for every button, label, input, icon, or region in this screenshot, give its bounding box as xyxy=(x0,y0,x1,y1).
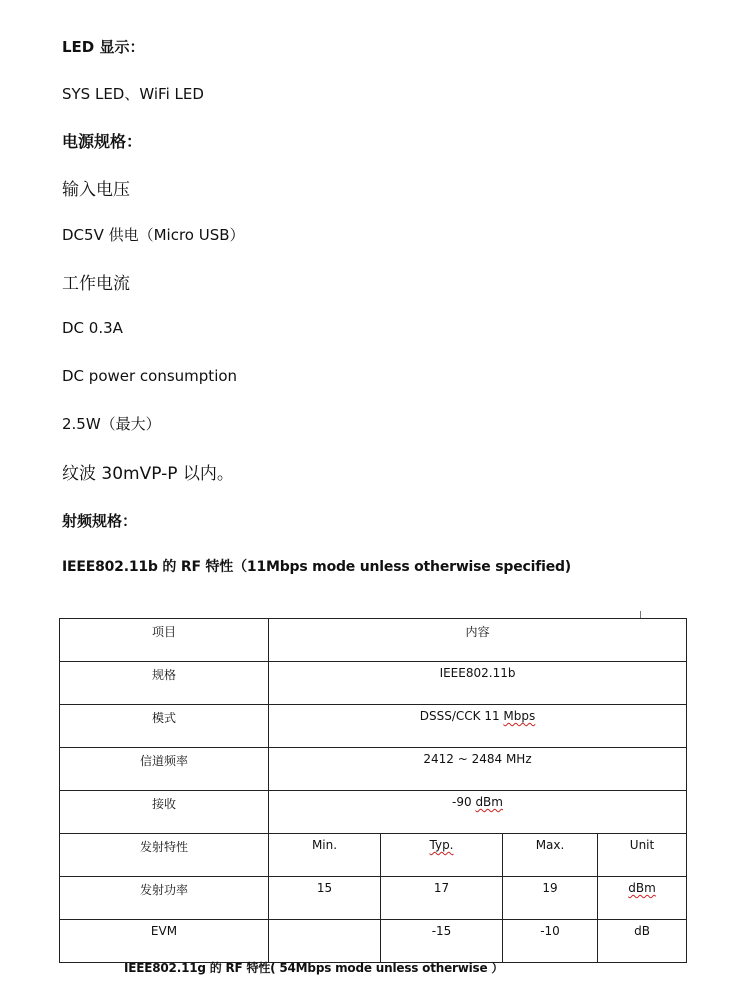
power-consumption-label: DC power consumption xyxy=(62,367,238,385)
led-heading: LED 显示： xyxy=(62,38,145,56)
table-row xyxy=(60,791,687,834)
tx-power-max: 19 xyxy=(503,877,598,920)
rx-value-text: -90 xyxy=(452,795,476,809)
col-min: Min. xyxy=(269,834,381,877)
current-value: DC 0.3A xyxy=(62,319,123,337)
table-header-item: 项目 xyxy=(60,619,269,662)
led-value: SYS LED、WiFi LED xyxy=(62,85,204,103)
tx-power-typ: 17 xyxy=(381,877,503,920)
input-voltage-label: 输入电压 xyxy=(62,180,130,200)
ripple-text: 纹波 30mVP-P 以内。 xyxy=(62,464,234,484)
tx-power-min: 15 xyxy=(269,877,381,920)
table-header-content: 内容 xyxy=(269,619,687,662)
tx-power-unit-text: dBm xyxy=(628,881,656,895)
table-row xyxy=(60,662,687,705)
rx-label: 接收 xyxy=(60,791,269,834)
spec-value: IEEE802.11b xyxy=(269,662,687,705)
evm-typ: -15 xyxy=(381,920,503,963)
spec-label: 规格 xyxy=(60,662,269,705)
evm-max: -10 xyxy=(503,920,598,963)
power-consumption-value: 2.5W（最大） xyxy=(62,415,161,433)
evm-unit: dB xyxy=(598,920,687,963)
input-voltage-value: DC5V 供电（Micro USB） xyxy=(62,226,245,244)
evm-min xyxy=(269,920,381,963)
b-spec-title: IEEE802.11b 的 RF 特性（11Mbps mode unless otherwise specified) xyxy=(62,559,572,575)
tx-power-unit xyxy=(598,877,687,920)
rf-heading: 射频规格： xyxy=(62,512,138,530)
channel-value: 2412 ~ 2484 MHz xyxy=(269,748,687,791)
col-typ xyxy=(381,834,503,877)
mode-value-unit: Mbps xyxy=(503,709,536,723)
channel-label: 信道频率 xyxy=(60,748,269,791)
rf-spec-table xyxy=(59,618,687,963)
rx-value-unit: dBm xyxy=(475,795,503,809)
power-heading: 电源规格： xyxy=(62,132,143,151)
current-label: 工作电流 xyxy=(62,274,130,294)
tx-power-label: 发射功率 xyxy=(60,877,269,920)
evm-label: EVM xyxy=(60,920,269,963)
tx-char-label: 发射特性 xyxy=(60,834,269,877)
col-typ-text: Typ. xyxy=(429,838,454,852)
mode-label: 模式 xyxy=(60,705,269,748)
col-unit: Unit xyxy=(598,834,687,877)
table-row xyxy=(60,920,687,963)
table-row xyxy=(60,619,687,662)
rx-value xyxy=(269,791,687,834)
table-row xyxy=(60,834,687,877)
g-spec-title: IEEE802.11g 的 RF 特性( 54Mbps mode unless otherwise ） xyxy=(124,961,504,975)
table-row xyxy=(60,748,687,791)
table-row xyxy=(60,877,687,920)
table-row xyxy=(60,705,687,748)
col-max: Max. xyxy=(503,834,598,877)
mode-value xyxy=(269,705,687,748)
mode-value-text: DSSS/CCK 11 xyxy=(419,709,504,723)
